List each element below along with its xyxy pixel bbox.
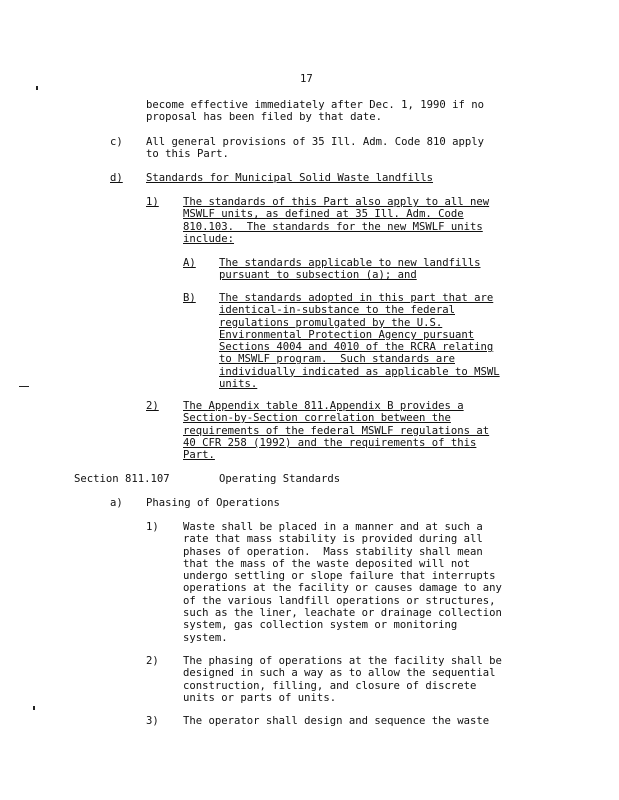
- item-d2-text: The Appendix table 811.Appendix B provides a Section-by-Section correlation between the requirements of the federal MSWLF regulations at 40 CFR 258 (1992) and the requirements of this Part.: [183, 400, 490, 462]
- section-number: Section 811.107: [74, 473, 170, 485]
- item-a2-label: 2): [146, 655, 159, 667]
- intro-continuation: become effective immediately after Dec. 1, 1990 if no proposal has been filed by that date.: [146, 99, 485, 124]
- item-d1b-label: B): [183, 292, 196, 304]
- scan-mark: [33, 706, 35, 710]
- item-d1-label: 1): [146, 196, 159, 208]
- item-d-label: d): [110, 172, 123, 184]
- item-a3-label: 3): [146, 715, 159, 727]
- item-c-text: All general provisions of 35 Ill. Adm. Code 810 apply to this Part.: [146, 136, 485, 161]
- item-a-label: a): [110, 497, 123, 509]
- item-a2-text: The phasing of operations at the facility shall be designed in such a way as to allow the sequential construction, filling, and closure of discrete units or parts of units.: [183, 655, 502, 704]
- scan-mark: [19, 386, 29, 387]
- page-number: 17: [300, 73, 313, 85]
- item-c-label: c): [110, 136, 123, 148]
- item-d-heading: Standards for Municipal Solid Waste landfills: [146, 172, 434, 184]
- item-a3-text: The operator shall design and sequence the waste: [183, 715, 490, 727]
- item-d1a-label: A): [183, 257, 196, 269]
- item-a1-text: Waste shall be placed in a manner and at such a rate that mass stability is provided during all phases of operation. Mass stability shall mean that the mass of the waste deposited will not undergo settling or slope failure that interrupts operations at the facility or causes damage to any of the various landfill operations or structures, such as the liner, leachate or drainage collection system, gas collection system or monitoring system.: [183, 521, 502, 644]
- section-title: Operating Standards: [219, 473, 341, 485]
- item-d2-label: 2): [146, 400, 159, 412]
- item-d1a-text: The standards applicable to new landfills pursuant to subsection (a); and: [219, 257, 481, 282]
- item-d1b-text: The standards adopted in this part that are identical-in-substance to the federal regulations promulgated by the U.S. Environmental Protection Agency pursuant Sections 4004 and 4010 of the RCRA relating to MSWLF program. Such standards are individually indicated as applicable to MSWL units.: [219, 292, 500, 391]
- scan-mark: [36, 86, 38, 90]
- item-a1-label: 1): [146, 521, 159, 533]
- item-d1-text: The standards of this Part also apply to all new MSWLF units, as defined at 35 Ill. Adm. Code 810.103. The standards for the new MSWLF units include:: [183, 196, 490, 245]
- item-a-heading: Phasing of Operations: [146, 497, 280, 509]
